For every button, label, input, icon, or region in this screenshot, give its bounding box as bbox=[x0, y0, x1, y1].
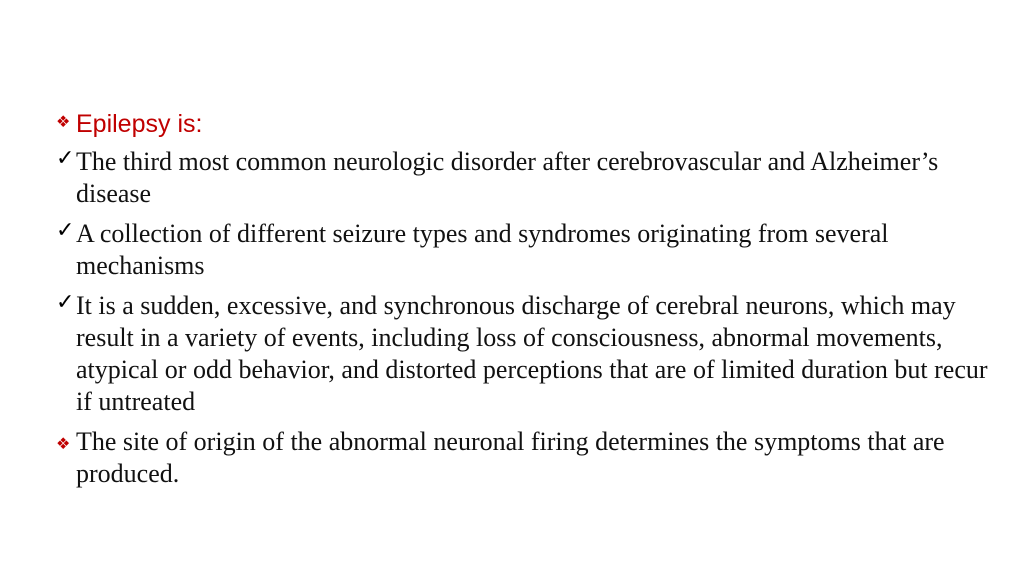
checkmark-icon: ✓ bbox=[56, 218, 75, 243]
check-bullet-1 bbox=[56, 146, 996, 210]
heading-bullet bbox=[56, 106, 996, 142]
check-bullet-text-2: A collection of different seizure types and syndromes originating from several mechanisms bbox=[76, 219, 889, 280]
diamond-bullet-icon: ❖ bbox=[56, 112, 71, 131]
check-bullet-text-3: It is a sudden, excessive, and synchronous discharge of cerebral neurons, which may result in a variety of events, including loss of consciousness, abnormal movements, atypical or odd behavior, and distorted perceptions that are of limited duration but recur if untreated bbox=[76, 291, 988, 416]
slide-content bbox=[56, 106, 996, 494]
final-bullet bbox=[56, 426, 996, 490]
diamond-bullet-icon: ❖ bbox=[56, 434, 71, 453]
check-bullet-text-1: The third most common neurologic disorder after cerebrovascular and Alzheimer’s disease bbox=[76, 147, 939, 208]
check-bullet-3 bbox=[56, 290, 996, 418]
checkmark-icon: ✓ bbox=[56, 290, 75, 315]
heading-text: Epilepsy is: bbox=[76, 110, 203, 138]
checkmark-icon: ✓ bbox=[56, 146, 75, 171]
final-bullet-text: The site of origin of the abnormal neuronal firing determines the symptoms that are produced. bbox=[76, 427, 945, 488]
check-bullet-2 bbox=[56, 218, 996, 282]
